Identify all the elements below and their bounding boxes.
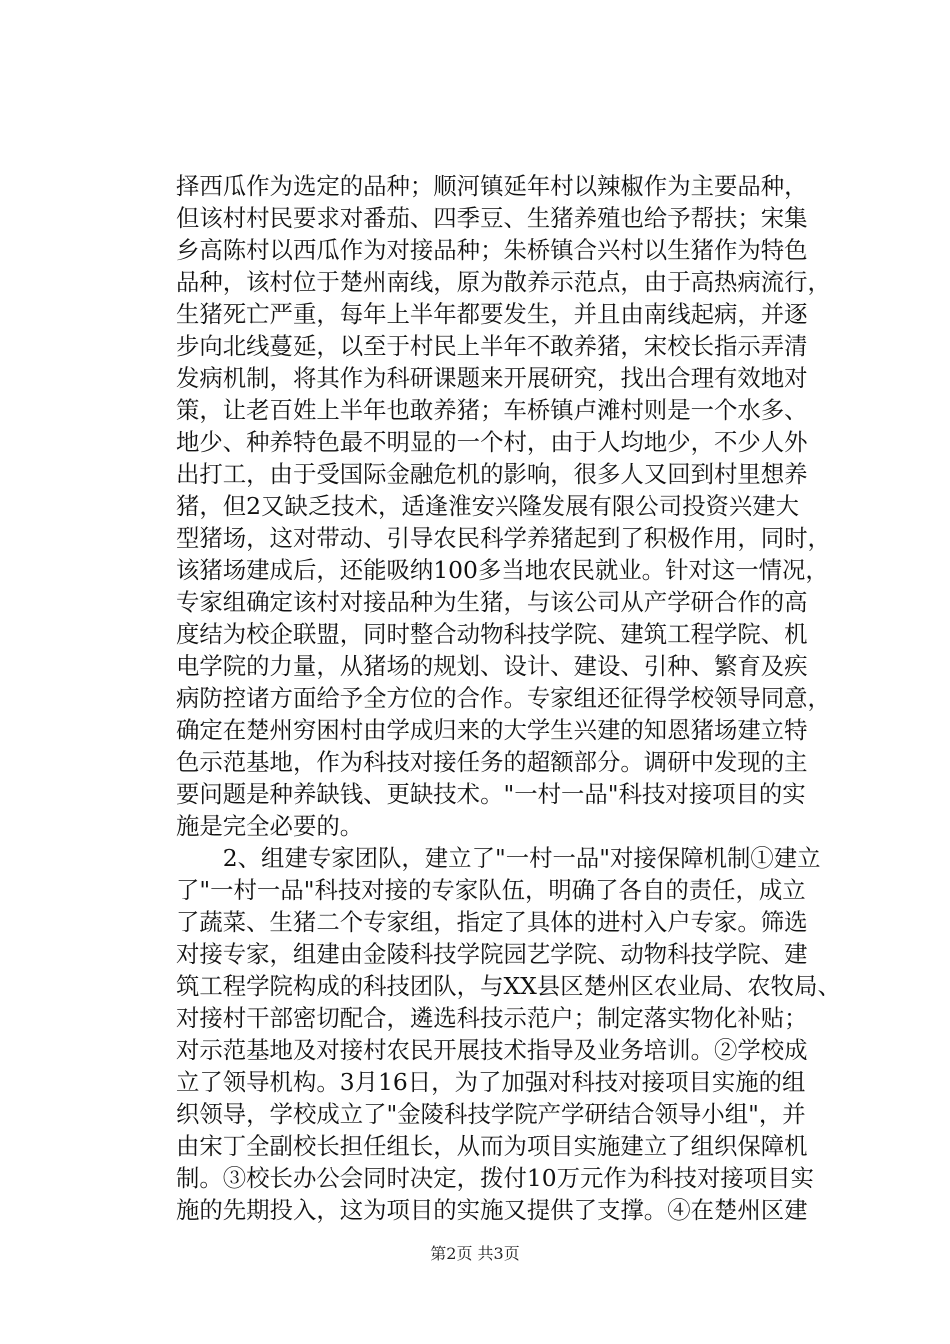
text-line: 色示范基地，作为科技对接任务的超额部分。调研中发现的主 [176, 748, 808, 776]
text-line: 该猪场建成后，还能吸纳100多当地农民就业。针对这一情况， [176, 556, 829, 584]
text-line: 专家组确定该村对接品种为生猪，与该公司从产学研合作的高 [176, 588, 808, 616]
text-line: 策，让老百姓上半年也敢养猪；车桥镇卢滩村则是一个水多、 [176, 396, 808, 424]
text-line: 了"一村一品"科技对接的专家队伍，明确了各自的责任，成立 [176, 876, 806, 904]
text-line: 织领导，学校成立了"金陵科技学院产学研结合领导小组"，并 [176, 1100, 806, 1128]
text-line: 确定在楚州穷困村由学成归来的大学生兴建的知恩猪场建立特 [176, 716, 808, 744]
text-line: 施是完全必要的。 [176, 812, 364, 840]
body-text [176, 170, 856, 1226]
text-line: 施的先期投入，这为项目的实施又提供了支撑。④在楚州区建 [176, 1196, 808, 1224]
text-line: 步向北线蔓延，以至于村民上半年不敢养猪，宋校长指示弄清 [176, 332, 808, 360]
text-line: 对接村干部密切配合，遴选科技示范户；制定落实物化补贴； [176, 1004, 808, 1032]
text-line: 2、组建专家团队，建立了"一村一品"对接保障机制①建立 [176, 844, 821, 872]
text-line: 立了领导机构。3月16日，为了加强对科技对接项目实施的组 [176, 1068, 806, 1096]
text-line: 发病机制，将其作为科研课题来开展研究，找出合理有效地对 [176, 364, 808, 392]
text-line: 要问题是种养缺钱、更缺技术。"一村一品"科技对接项目的实 [176, 780, 806, 808]
text-line: 由宋丁全副校长担任组长，从而为项目实施建立了组织保障机 [176, 1132, 808, 1160]
text-line: 地少、种养特色最不明显的一个村，由于人均地少，不少人外 [176, 428, 808, 456]
text-line: 型猪场，这对带动、引导农民科学养猪起到了积极作用，同时， [176, 524, 831, 552]
text-line: 制。③校长办公会同时决定，拨付10万元作为科技对接项目实 [176, 1164, 814, 1192]
text-line: 电学院的力量，从猪场的规划、设计、建设、引种、繁育及疾 [176, 652, 808, 680]
text-line: 择西瓜作为选定的品种；顺河镇延年村以辣椒作为主要品种， [176, 172, 808, 200]
text-line: 乡高陈村以西瓜作为对接品种；朱桥镇合兴村以生猪作为特色 [176, 236, 808, 264]
text-line: 度结为校企联盟，同时整合动物科技学院、建筑工程学院、机 [176, 620, 808, 648]
text-line: 生猪死亡严重，每年上半年都要发生，并且由南线起病，并逐 [176, 300, 808, 328]
text-line: 对接专家，组建由金陵科技学院园艺学院、动物科技学院、建 [176, 940, 808, 968]
text-line: 但该村村民要求对番茄、四季豆、生猪养殖也给予帮扶；宋集 [176, 204, 808, 232]
page-footer: 第2页 共3页 [430, 1244, 520, 1263]
text-line: 对示范基地及对接村农民开展技术指导及业务培训。②学校成 [176, 1036, 808, 1064]
text-line: 筑工程学院构成的科技团队，与XX县区楚州区农业局、农牧局、 [176, 972, 841, 1000]
text-line: 出打工，由于受国际金融危机的影响，很多人又回到村里想养 [176, 460, 808, 488]
text-line: 猪，但2又缺乏技术，适逢淮安兴隆发展有限公司投资兴建大 [176, 492, 800, 520]
text-line: 病防控诸方面给予全方位的合作。专家组还征得学校领导同意， [176, 684, 831, 712]
text-line: 品种，该村位于楚州南线，原为散养示范点，由于高热病流行， [176, 268, 831, 296]
text-line: 了蔬菜、生猪二个专家组，指定了具体的进村入户专家。筛选 [176, 908, 808, 936]
